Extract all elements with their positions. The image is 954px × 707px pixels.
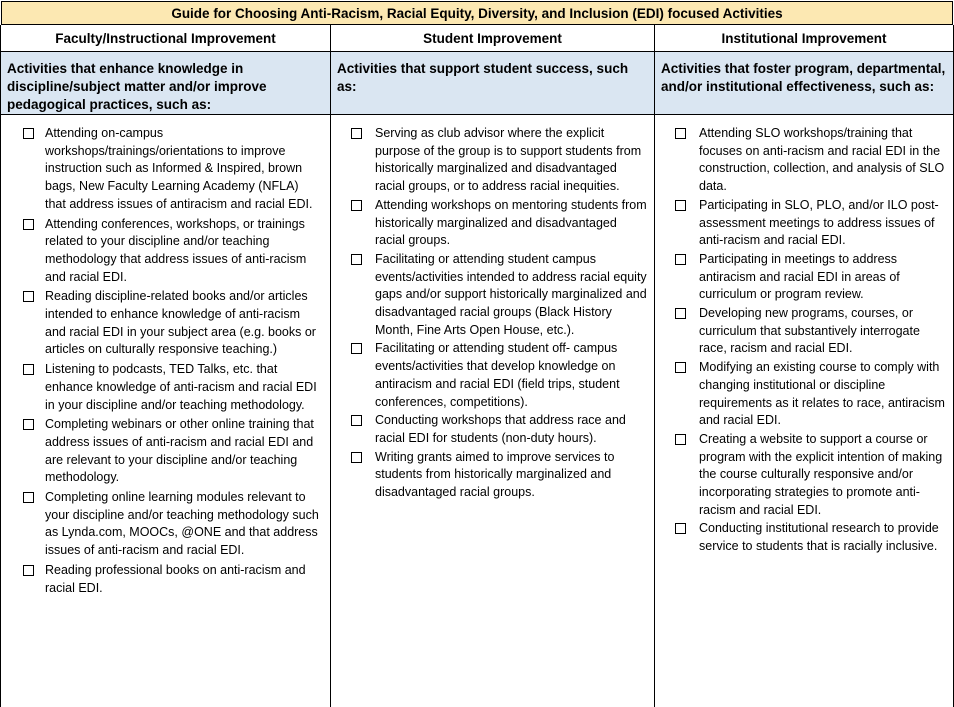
checkbox[interactable] [675,434,686,445]
checklist-item [23,288,322,359]
column-subheader-faculty: Activities that enhance knowledge in discipline/subject matter and/or improve pedagogical practices, such as: [0,52,330,115]
checkbox[interactable] [675,254,686,265]
checklist-item-text: Listening to podcasts, TED Talks, etc. that enhance knowledge of anti-racism and racial EDI in your discipline and/or teaching methodology. [45,362,317,412]
column-header-faculty: Faculty/Instructional Improvement [0,25,330,52]
checklist-item-text: Attending workshops on mentoring students from historically marginalized and disadvantaged racial groups. [375,197,647,248]
checklist-item-text: Reading discipline-related books and/or articles intended to enhance knowledge of anti-racism and racial EDI in your subject area (e.g. books or articles on culturally responsive teaching.) [45,289,316,357]
column-body-faculty [0,115,330,707]
checkbox[interactable] [675,308,686,319]
column-body-institutional [654,115,954,707]
checklist-item-text: Participating in meetings to address antiracism and racial EDI in areas of curriculum or program review. [699,251,900,302]
checklist-item [23,125,322,214]
checkbox[interactable] [23,492,34,503]
checkbox[interactable] [351,452,362,463]
checkbox[interactable] [351,128,362,139]
checkbox[interactable] [675,362,686,373]
checklist-item [675,305,951,358]
checkbox[interactable] [23,219,34,230]
checkbox[interactable] [675,128,686,139]
checklist-item [23,416,322,487]
checklist-item [23,562,322,597]
student-activity-list [331,115,654,502]
checklist-item-text: Conducting workshops that address race and racial EDI for students (non-duty hours). [375,413,626,445]
institutional-activity-list [655,115,953,556]
checkbox[interactable] [351,254,362,265]
checklist-item-text: Facilitating or attending student off- campus events/activities that develop knowledge on antiracism and racial EDI (field trips, student conferences, competitions). [375,341,620,409]
checkbox[interactable] [23,364,34,375]
checklist-item-text: Modifying an existing course to comply with changing institutional or discipline requirements as it relates to race, antiracism and racial EDI. [699,360,945,428]
checklist-item [351,125,650,196]
checklist-item-text: Attending conferences, workshops, or trainings related to your discipline and/or teaching methodology that address issues of anti-racism and racial EDI. [45,216,307,284]
checklist-item-text: Developing new programs, courses, or curriculum that substantively interrogate race, racism and racial EDI. [699,306,920,356]
checklist-item-text: Facilitating or attending student campus events/activities intended to address racial equity gaps and/or support historically marginalized and disadvantaged racial groups (Black History Month, Fine Arts Open House, etc.). [375,251,647,337]
checklist-item [351,197,650,250]
checklist-item-text: Writing grants aimed to improve services to students from historically marginalized and disadvantaged racial groups. [375,449,615,500]
checklist-item-text: Completing online learning modules relevant to your discipline and/or teaching methodology such as Lynda.com, MOOCs, @ONE and that address issues of anti-racism and racial EDI. [45,490,319,558]
faculty-activity-list [1,115,330,597]
checklist-item [351,449,650,502]
column-subheader-student: Activities that support student success, such as: [330,52,654,115]
checkbox[interactable] [23,565,34,576]
checkbox[interactable] [23,419,34,430]
checklist-item-text: Serving as club advisor where the explicit purpose of the group is to support students from historically marginalized and disadvantaged racial groups, or to address racial inequities. [375,126,642,194]
checklist-item [675,520,951,555]
checkbox[interactable] [23,128,34,139]
checkbox[interactable] [675,200,686,211]
column-subheader-institutional: Activities that foster program, departmental, and/or institutional effectiveness, such as: [654,52,954,115]
checklist-item-text: Participating in SLO, PLO, and/or ILO post-assessment meetings to address issues of anti-racism and racial EDI. [699,197,939,248]
checklist-item-text: Attending SLO workshops/training that focuses on anti-racism and racial EDI in the construction, collection, and analysis of SLO data. [699,126,945,194]
checklist-item [351,412,650,447]
checklist-item-text: Completing webinars or other online training that address issues of anti-racism and racial EDI and are relevant to your discipline and/or teaching methodology. [45,417,314,485]
column-body-student [330,115,654,707]
checklist-item [675,251,951,304]
column-header-institutional: Institutional Improvement [654,25,954,52]
checkbox[interactable] [675,523,686,534]
checklist-item [23,216,322,287]
checklist-item [23,489,322,560]
checklist-item [675,125,951,196]
checklist-item [351,340,650,411]
checklist-item-text: Conducting institutional research to provide service to students that is racially inclusive. [699,521,939,554]
checklist-item [675,431,951,520]
checkbox[interactable] [351,200,362,211]
checklist-item-text: Attending on-campus workshops/trainings/orientations to improve instruction such as Informed & Inspired, brown bags, New Faculty Learning Academy (NFLA) that address issues of antiracism and racial EDI. [45,126,313,211]
checklist-item [675,197,951,250]
checkbox[interactable] [351,415,362,426]
checklist-item [23,361,322,414]
checklist-item-text: Reading professional books on anti-racism and racial EDI. [45,562,306,595]
checklist-item [351,251,650,340]
checkbox[interactable] [23,291,34,302]
document-title: Guide for Choosing Anti-Racism, Racial Equity, Diversity, and Inclusion (EDI) focused Activities [1,1,953,25]
column-header-student: Student Improvement [330,25,654,52]
checklist-item-text: Creating a website to support a course or program with the explicit intention of making the course culturally responsive and/or incorporating strategies to promote anti-racism and racial EDI. [699,431,943,517]
checkbox[interactable] [351,343,362,354]
checklist-item [675,359,951,430]
